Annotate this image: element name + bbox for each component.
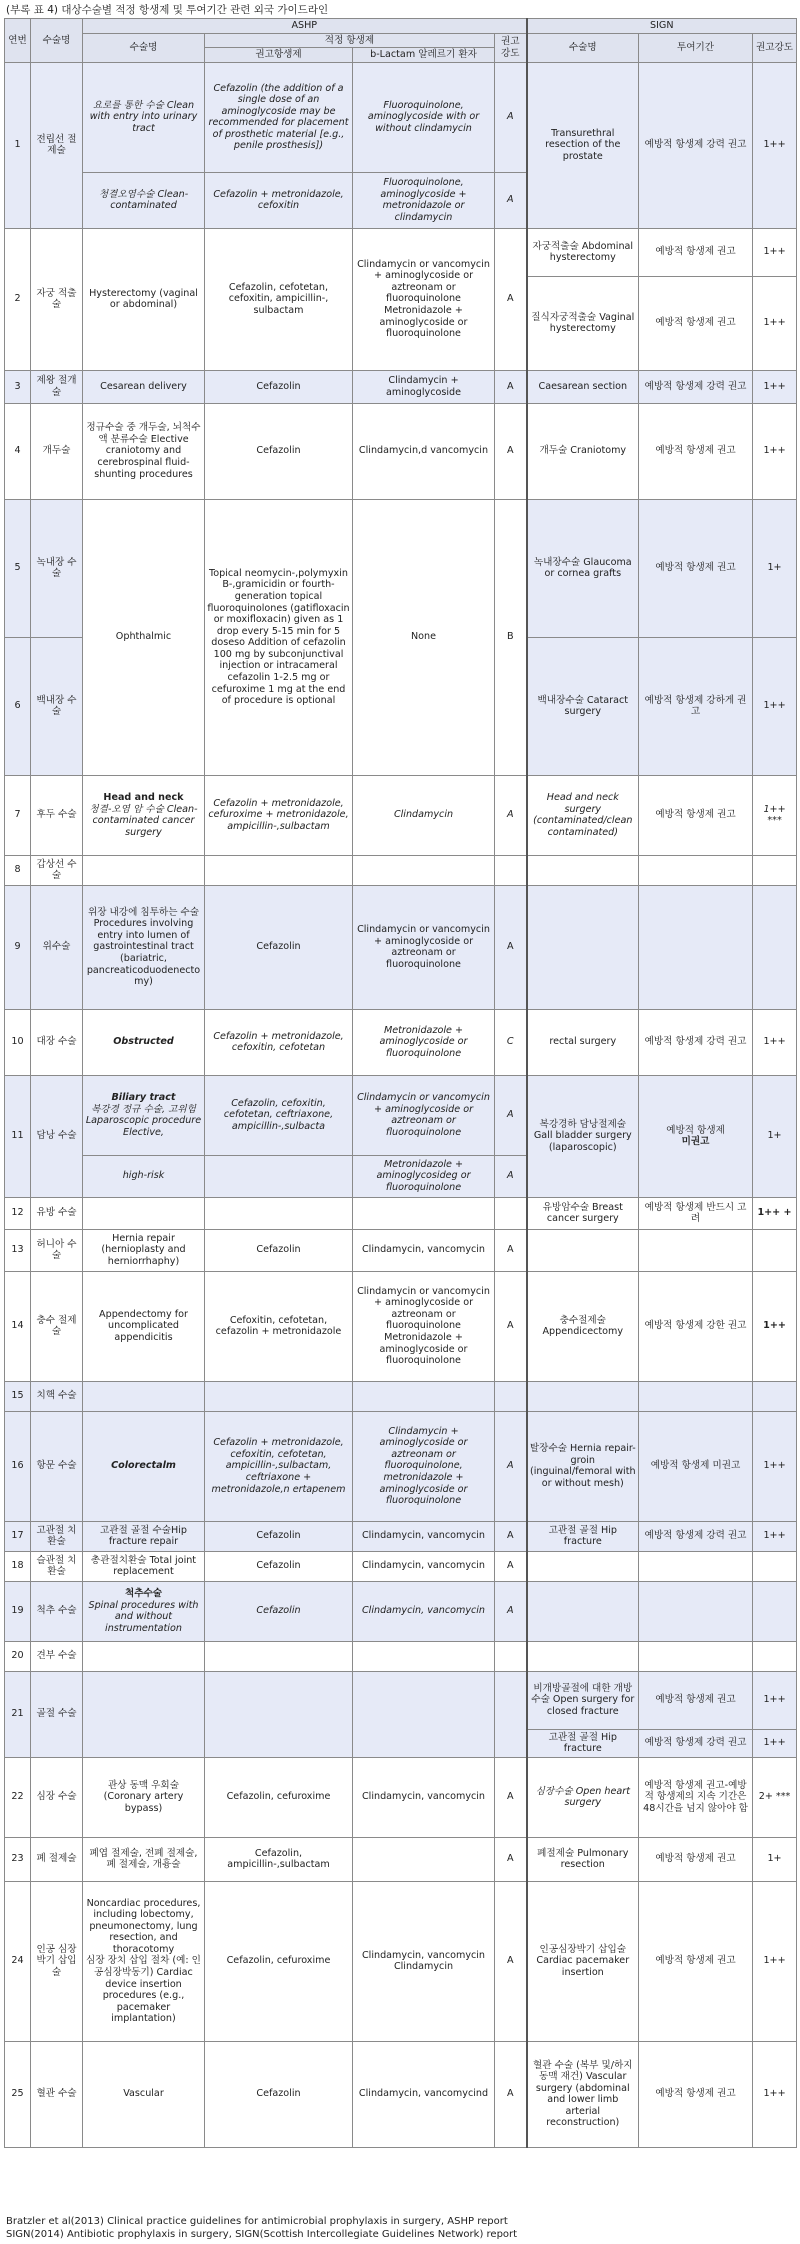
table-cell: 19: [5, 1581, 31, 1641]
table-cell: 비개방골절에 대한 개방수술 Open surgery for closed fracture: [527, 1671, 639, 1729]
table-cell: [205, 1671, 353, 1757]
table-cell: 허니아 수술: [31, 1229, 83, 1271]
table-cell: [353, 1381, 495, 1411]
table-cell: Clindamycin or vancomycin + aminoglycoside or aztreonam or fluoroquinolone Metronidazole + aminoglycoside or fluoroquinolone: [353, 1271, 495, 1381]
table-cell: 백내장 수술: [31, 637, 83, 775]
table-cell: [83, 1381, 205, 1411]
table-cell: 예방적 항생제 권고: [639, 775, 753, 855]
table-cell: [83, 1197, 205, 1229]
table-cell: 17: [5, 1521, 31, 1551]
table-cell: A: [495, 1155, 527, 1197]
table-cell: [639, 885, 753, 1009]
table-cell: 1++ ***: [753, 775, 797, 855]
footnotes: [6, 2216, 517, 2241]
table-cell: 24: [5, 1881, 31, 2041]
table-cell: 21: [5, 1671, 31, 1757]
table-cell: Clindamycin, vancomycin: [353, 1551, 495, 1581]
table-cell: [527, 1229, 639, 1271]
table-cell: 1++: [753, 403, 797, 499]
table-cell: [495, 1381, 527, 1411]
table-row: [5, 1641, 797, 1671]
table-cell: 치핵 수술: [31, 1381, 83, 1411]
table-cell: 2+ ***: [753, 1757, 797, 1837]
table-cell: Cesarean delivery: [83, 370, 205, 403]
table-cell: Fluoroquinolone, aminoglycoside with or without clindamycin: [353, 62, 495, 172]
table-cell: 탈장수술 Hernia repair-groin (inguinal/femoral with or without mesh): [527, 1411, 639, 1521]
table-cell: Cefazolin: [205, 1229, 353, 1271]
table-cell: 고관절 골절 수술Hip fracture repair: [83, 1521, 205, 1551]
table-cell: C: [495, 1009, 527, 1075]
table-cell: Clindamycin or vancomycin + aminoglycoside or aztreonam or fluoroquinolone: [353, 1075, 495, 1155]
table-cell: [527, 885, 639, 1009]
table-cell: [83, 1641, 205, 1671]
table-cell: 총관절치환술 Total joint replacement: [83, 1551, 205, 1581]
table-cell: A: [495, 370, 527, 403]
table-cell: 1+: [753, 1837, 797, 1881]
table-cell: A: [495, 1551, 527, 1581]
table-cell: [205, 855, 353, 885]
table-cell: 위장 내강에 침투하는 수술 Procedures involving entry into lumen of gastrointestinal tract (bariatric, pancreaticoduodenectomy): [83, 885, 205, 1009]
table-cell: 예방적 항생제 미권고: [639, 1411, 753, 1521]
table-cell: Metronidazole + aminoglycosideg or fluoroquinolone: [353, 1155, 495, 1197]
table-cell: 예방적 항생제 강한 권고: [639, 1271, 753, 1381]
table-cell: Hernia repair (hernioplasty and herniorrhaphy): [83, 1229, 205, 1271]
table-cell: Cefazolin, cefuroxime: [205, 1757, 353, 1837]
table-cell: 1: [5, 62, 31, 228]
table-cell: high-risk: [83, 1155, 205, 1197]
table-cell: A: [495, 1581, 527, 1641]
table-cell: 1++: [753, 2041, 797, 2147]
table-cell: 척추 수술: [31, 1581, 83, 1641]
table-cell: 예방적 항생제 강하게 권고: [639, 637, 753, 775]
table-cell: Cefazolin, ampicillin-,sulbactam: [205, 1837, 353, 1881]
table-cell: 1++: [753, 1009, 797, 1075]
header-sign: SIGN: [527, 19, 797, 34]
table-cell: 16: [5, 1411, 31, 1521]
table-cell: 예방적 항생제 강력 권고: [639, 1009, 753, 1075]
table-cell: Clindamycin, vancomycin: [353, 1757, 495, 1837]
table-cell: Cefazolin: [205, 1581, 353, 1641]
table-row: [5, 1757, 797, 1837]
table-cell: Cefazolin + metronidazole, cefoxitin: [205, 172, 353, 228]
table-cell: 담낭 수술: [31, 1075, 83, 1197]
table-cell: Transurethral resection of the prostate: [527, 62, 639, 228]
table-cell: Cefazolin + metronidazole, cefoxitin, cefotetan: [205, 1009, 353, 1075]
table-cell: A: [495, 1881, 527, 2041]
table-cell: 제왕 절개술: [31, 370, 83, 403]
table-caption: (부록 표 4) 대상수술별 적정 항생제 및 투여기간 관련 외국 가이드라인: [6, 4, 329, 16]
table-cell: [527, 1581, 639, 1641]
table-cell: [753, 1581, 797, 1641]
table-cell: 고관절 골절 Hip fracture: [527, 1521, 639, 1551]
table-cell: 예방적 항생제 미권고: [639, 1075, 753, 1197]
table-row: [5, 1881, 797, 2041]
table-cell: 폐 절제술: [31, 1837, 83, 1881]
table-row: [5, 775, 797, 855]
table-cell: 골절 수술: [31, 1671, 83, 1757]
table-cell: Head and neck 청결-오염 암 수술 Clean-contaminated cancer surgery: [83, 775, 205, 855]
table-cell: 개두술 Craniotomy: [527, 403, 639, 499]
table-cell: 인공심장박기 삽입술 Cardiac pacemaker insertion: [527, 1881, 639, 2041]
table-cell: 예방적 항생제 강력 권고: [639, 1729, 753, 1757]
table-cell: 예방적 항생제 강력 권고: [639, 62, 753, 228]
table-cell: Noncardiac procedures, including lobectomy, pneumonectomy, lung resection, and thoracotomy 심장 장치 삽입 절차 (예: 인공심장박동기) Cardiac device insertion procedures (e.g., pacemaker implantation): [83, 1881, 205, 2041]
table-cell: 후두 수술: [31, 775, 83, 855]
table-cell: Clindamycin + aminoglycoside: [353, 370, 495, 403]
table-cell: 1++: [753, 228, 797, 276]
table-cell: [639, 1641, 753, 1671]
table-cell: Cefazolin: [205, 885, 353, 1009]
table-cell: Cefazolin, cefuroxime: [205, 1881, 353, 2041]
table-cell: [353, 1641, 495, 1671]
table-cell: 심장 수술: [31, 1757, 83, 1837]
table-row: [5, 1837, 797, 1881]
table-cell: Clindamycin, vancomycin: [353, 1229, 495, 1271]
table-cell: 요로를 통한 수술 Clean with entry into urinary tract: [83, 62, 205, 172]
table-cell: Head and neck surgery (contaminated/clean contaminated): [527, 775, 639, 855]
table-cell: Cefazolin: [205, 370, 353, 403]
table-cell: 예방적 항생제 권고: [639, 403, 753, 499]
table-row: [5, 1009, 797, 1075]
table-cell: Cefazolin: [205, 1551, 353, 1581]
table-cell: [495, 1641, 527, 1671]
table-cell: 1++: [753, 62, 797, 228]
table-row: [5, 370, 797, 403]
table-cell: 11: [5, 1075, 31, 1197]
table-cell: 6: [5, 637, 31, 775]
table-cell: Clindamycin, vancomycin: [353, 1521, 495, 1551]
table-cell: Cefazolin: [205, 403, 353, 499]
footnote-sign: SIGN(2014) Antibiotic prophylaxis in surgery, SIGN(Scottish Intercollegiate Guidelines Network) report: [6, 2228, 518, 2240]
table-row: [5, 1521, 797, 1551]
table-cell: 1+: [753, 1075, 797, 1197]
table-cell: 예방적 항생제 권고: [639, 499, 753, 637]
table-cell: 충수 절제술: [31, 1271, 83, 1381]
table-cell: Biliary tract 복강경 정규 수술, 고위험 Laparoscopic procedure Elective,: [83, 1075, 205, 1155]
table-cell: A: [495, 172, 527, 228]
table-cell: None: [353, 499, 495, 775]
table-cell: [527, 1381, 639, 1411]
header-no: 연번: [5, 19, 31, 63]
table-cell: A: [495, 1271, 527, 1381]
header-recommended: 권고항생제: [205, 48, 353, 63]
table-row: [5, 2041, 797, 2147]
table-cell: Cefazolin + metronidazole, cefoxitin, cefotetan, ampicillin-,sulbactam, ceftriaxone + metronidazole,n ertapenem: [205, 1411, 353, 1521]
table-cell: A: [495, 885, 527, 1009]
table-row: [5, 1551, 797, 1581]
table-cell: B: [495, 499, 527, 775]
table-cell: A: [495, 2041, 527, 2147]
table-cell: A: [495, 1757, 527, 1837]
table-cell: 1++: [753, 1671, 797, 1729]
table-cell: 1++: [753, 1729, 797, 1757]
table-cell: [753, 1381, 797, 1411]
table-cell: 9: [5, 885, 31, 1009]
header-sign-name: 수술명: [527, 33, 639, 62]
table-cell: 1++: [753, 1881, 797, 2041]
table-cell: Cefoxitin, cefotetan, cefazolin + metronidazole: [205, 1271, 353, 1381]
table-cell: [205, 1155, 353, 1197]
table-cell: [639, 855, 753, 885]
table-cell: Cefazolin + metronidazole, cefuroxime + metronidazole, ampicillin-,sulbactam: [205, 775, 353, 855]
table-cell: [753, 1229, 797, 1271]
table-row: [5, 403, 797, 499]
table-cell: 18: [5, 1551, 31, 1581]
table-cell: 녹내장수술 Glaucoma or cornea grafts: [527, 499, 639, 637]
table-cell: A: [495, 1075, 527, 1155]
table-cell: 청결오염수술 Clean-contaminated: [83, 172, 205, 228]
header-ashp-name: 수술명: [83, 33, 205, 62]
table-cell: 개두술: [31, 403, 83, 499]
table-cell: Cefazolin (the addition of a single dose of an aminoglycoside may be recommended for placement of prosthetic material [e.g., penile prosthesis]): [205, 62, 353, 172]
table-cell: Clindamycin,d vancomycin: [353, 403, 495, 499]
table-cell: 심장수술 Open heart surgery: [527, 1757, 639, 1837]
table-cell: Clindamycin, vancomycind: [353, 2041, 495, 2147]
table-cell: 갑상선 수술: [31, 855, 83, 885]
table-cell: Cefazolin, cefoxitin, cefotetan, ceftriaxone, ampicillin-,sulbacta: [205, 1075, 353, 1155]
table-cell: rectal surgery: [527, 1009, 639, 1075]
table-cell: 예방적 항생제 권고: [639, 228, 753, 276]
table-cell: 14: [5, 1271, 31, 1381]
table-cell: Clindamycin, vancomycin Clindamycin: [353, 1881, 495, 2041]
table-cell: Obstructed: [83, 1009, 205, 1075]
table-cell: 13: [5, 1229, 31, 1271]
table-cell: Clindamycin or vancomycin + aminoglycoside or aztreonam or fluoroquinolone Metronidazole + aminoglycoside or fluoroquinolone: [353, 228, 495, 370]
table-cell: A: [495, 228, 527, 370]
table-cell: 20: [5, 1641, 31, 1671]
table-cell: 예방적 항생제 권고: [639, 2041, 753, 2147]
header-duration: 투여기간: [639, 33, 753, 62]
header-ashp: ASHP: [83, 19, 527, 34]
table-cell: [205, 1381, 353, 1411]
table-row: [5, 1075, 797, 1155]
table-cell: 유방암수술 Breast cancer surgery: [527, 1197, 639, 1229]
table-cell: 예방적 항생제 반드시 고려: [639, 1197, 753, 1229]
table-cell: 1++: [753, 1521, 797, 1551]
table-cell: [83, 1671, 205, 1757]
table-cell: Appendectomy for uncomplicated appendicitis: [83, 1271, 205, 1381]
header-allergy: b-Lactam 알레르기 환자: [353, 48, 495, 63]
table-cell: 10: [5, 1009, 31, 1075]
table-row: [5, 885, 797, 1009]
table-cell: [527, 1551, 639, 1581]
table-cell: A: [495, 1229, 527, 1271]
table-cell: [527, 855, 639, 885]
table-cell: Clindamycin or vancomycin + aminoglycoside or aztreonam or fluoroquinolone: [353, 885, 495, 1009]
header-sign-grade: 권고강도: [753, 33, 797, 62]
table-cell: Fluoroquinolone, aminoglycoside + metronidazole or clindamycin: [353, 172, 495, 228]
table-cell: [205, 1641, 353, 1671]
table-cell: 척추수술 Spinal procedures with and without instrumentation: [83, 1581, 205, 1641]
table-cell: 대장 수술: [31, 1009, 83, 1075]
table-cell: 정규수술 중 개두술, 뇌척수액 분류수술 Elective craniotomy and cerebrospinal fluid-shunting procedures: [83, 403, 205, 499]
table-cell: Colorectalm: [83, 1411, 205, 1521]
table-cell: 1+: [753, 499, 797, 637]
table-cell: 고관절 골절 Hip fracture: [527, 1729, 639, 1757]
table-cell: 예방적 항생제 강력 권고: [639, 370, 753, 403]
table-cell: [639, 1229, 753, 1271]
table-cell: Vascular: [83, 2041, 205, 2147]
table-cell: 고관절 치환술: [31, 1521, 83, 1551]
table-cell: [753, 855, 797, 885]
table-row: [5, 1581, 797, 1641]
table-cell: [495, 1197, 527, 1229]
table-cell: [495, 1671, 527, 1757]
table-cell: 자궁 적출술: [31, 228, 83, 370]
table-cell: [353, 1671, 495, 1757]
table-cell: [83, 855, 205, 885]
table-cell: A: [495, 1837, 527, 1881]
table-cell: [753, 885, 797, 1009]
table-cell: 1++: [753, 1411, 797, 1521]
table-cell: Topical neomycin-,polymyxin B-,gramicidin or fourth-generation topical fluoroquinolones (gatifloxacin or moxifloxacin) given as 1 drop every 5-15 min for 5 doseso Addition of cefazolin 100 mg by subconjunctival injection or intracameral cefazolin 1-2.5 mg or cefuroxime 1 mg at the end of procedure is optional: [205, 499, 353, 775]
table-cell: 1++: [753, 276, 797, 370]
table-cell: 예방적 항생제 권고: [639, 1837, 753, 1881]
table-cell: 예방적 항생제 권고-예방적 항생제의 지속 기간은 48시간을 넘지 않아야 함: [639, 1757, 753, 1837]
table-cell: [639, 1581, 753, 1641]
table-cell: A: [495, 1521, 527, 1551]
table-row: [5, 1197, 797, 1229]
table-cell: 혈관 수술: [31, 2041, 83, 2147]
table-cell: [639, 1551, 753, 1581]
table-cell: 견부 수술: [31, 1641, 83, 1671]
table-cell: 4: [5, 403, 31, 499]
table-cell: 혈관 수술 (복부 및/하지 동맥 재건) Vascular surgery (abdominal and lower limb arterial reconstruction): [527, 2041, 639, 2147]
table-cell: [527, 1641, 639, 1671]
table-cell: [205, 1197, 353, 1229]
table-row: [5, 1671, 797, 1729]
table-cell: 예방적 항생제 권고: [639, 1881, 753, 2041]
table-cell: Metronidazole + aminoglycoside or fluoroquinolone: [353, 1009, 495, 1075]
table-cell: Cefazolin: [205, 2041, 353, 2147]
table-cell: 슬관절 치환술: [31, 1551, 83, 1581]
table-cell: A: [495, 775, 527, 855]
table-row: [5, 1381, 797, 1411]
table-cell: 인공 심장박기 삽입술: [31, 1881, 83, 2041]
table-cell: 전립선 절제술: [31, 62, 83, 228]
table-cell: 예방적 항생제 권고: [639, 1671, 753, 1729]
table-cell: 예방적 항생제 강력 권고: [639, 1521, 753, 1551]
table-cell: 5: [5, 499, 31, 637]
table-cell: 1++ +: [753, 1197, 797, 1229]
table-cell: [353, 1837, 495, 1881]
table-cell: 녹내장 수술: [31, 499, 83, 637]
table-cell: 1++: [753, 1271, 797, 1381]
table-cell: A: [495, 403, 527, 499]
table-cell: Ophthalmic: [83, 499, 205, 775]
table-cell: 항문 수술: [31, 1411, 83, 1521]
table-cell: 위수술: [31, 885, 83, 1009]
header-surgery: 수술명: [31, 19, 83, 63]
table-cell: Clindamycin + aminoglycoside or aztreonam or fluoroquinolone, metronidazole + aminoglycoside or fluoroquinolone: [353, 1411, 495, 1521]
table-cell: [753, 1641, 797, 1671]
table-cell: Caesarean section: [527, 370, 639, 403]
table-cell: Clindamycin, vancomycin: [353, 1581, 495, 1641]
table-cell: 예방적 항생제 권고: [639, 276, 753, 370]
table-cell: Clindamycin: [353, 775, 495, 855]
table-cell: 22: [5, 1757, 31, 1837]
table-row: [5, 499, 797, 637]
table-cell: 충수절제술 Appendicectomy: [527, 1271, 639, 1381]
table-cell: 유방 수술: [31, 1197, 83, 1229]
header-proper-abx: 적정 항생제: [205, 33, 495, 48]
guideline-table: [4, 18, 797, 2148]
table-cell: [353, 1197, 495, 1229]
table-cell: 1++: [753, 370, 797, 403]
table-row: [5, 228, 797, 276]
table-cell: 23: [5, 1837, 31, 1881]
table-cell: 3: [5, 370, 31, 403]
table-cell: 복강경하 담낭절제술 Gall bladder surgery (laparoscopic): [527, 1075, 639, 1197]
table-cell: Cefazolin, cefotetan, cefoxitin, ampicillin-, sulbactam: [205, 228, 353, 370]
table-cell: [753, 1551, 797, 1581]
table-cell: [495, 855, 527, 885]
table-cell: 12: [5, 1197, 31, 1229]
header-grade: 권고강도: [495, 33, 527, 62]
table-row: [5, 62, 797, 172]
table-cell: 2: [5, 228, 31, 370]
table-row: [5, 855, 797, 885]
table-cell: 7: [5, 775, 31, 855]
table-cell: 관상 동맥 우회술 (Coronary artery bypass): [83, 1757, 205, 1837]
table-cell: 15: [5, 1381, 31, 1411]
table-row: [5, 1271, 797, 1381]
table-cell: 8: [5, 855, 31, 885]
table-cell: 폐절제술 Pulmonary resection: [527, 1837, 639, 1881]
table-cell: 자궁적출술 Abdominal hysterectomy: [527, 228, 639, 276]
table-cell: A: [495, 1411, 527, 1521]
table-cell: [353, 855, 495, 885]
table-cell: Hysterectomy (vaginal or abdominal): [83, 228, 205, 370]
table-row: [5, 1411, 797, 1521]
table-cell: A: [495, 62, 527, 172]
table-cell: [639, 1381, 753, 1411]
table-cell: 25: [5, 2041, 31, 2147]
table-cell: Cefazolin: [205, 1521, 353, 1551]
table-cell: 백내장수술 Cataract surgery: [527, 637, 639, 775]
table-row: [5, 1229, 797, 1271]
footnote-ashp: Bratzler et al(2013) Clinical practice guidelines for antimicrobial prophylaxis in surgery, ASHP report: [6, 2216, 508, 2227]
table-cell: 1++: [753, 637, 797, 775]
table-cell: 폐엽 절제술, 전폐 절제술, 폐 절제술, 개흉술: [83, 1837, 205, 1881]
table-cell: 질식자궁적출술 Vaginal hysterectomy: [527, 276, 639, 370]
